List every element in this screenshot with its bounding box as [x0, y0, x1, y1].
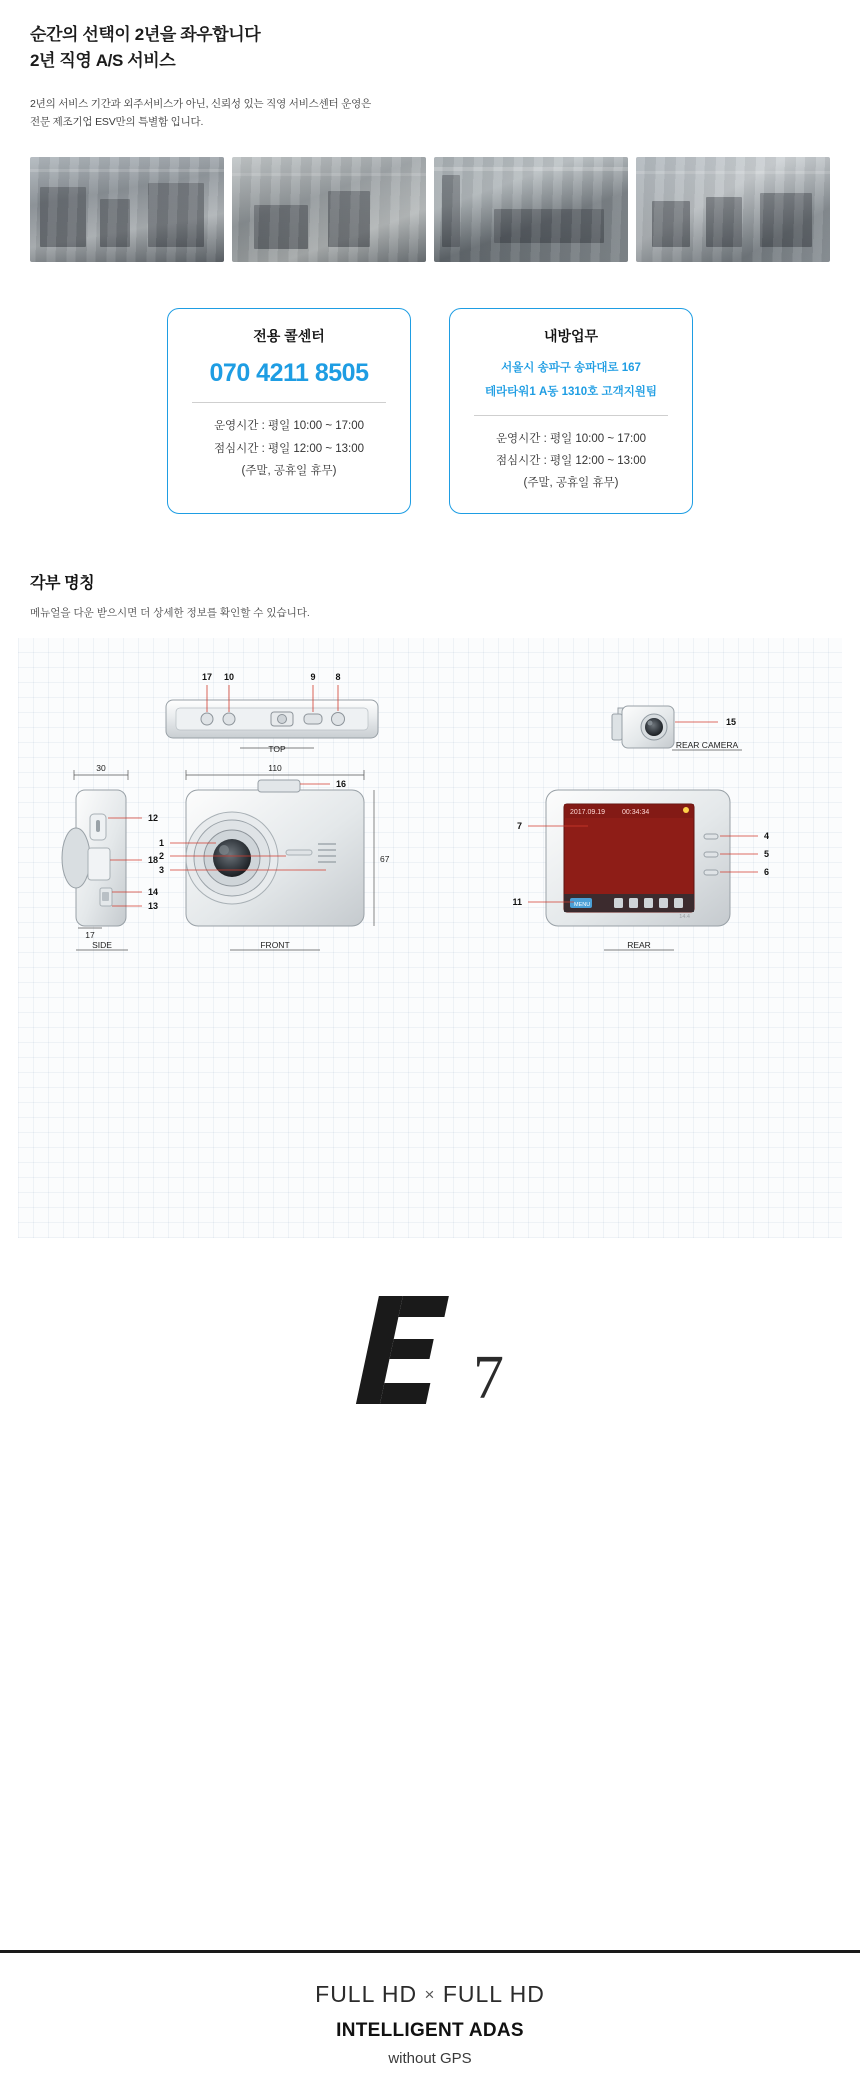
facility-photo-strip — [0, 131, 860, 262]
svg-text:2017.09.19: 2017.09.19 — [570, 808, 606, 816]
visit-address-line1: 서울시 송파구 송파대로 167 — [501, 362, 641, 375]
product-diagram — [18, 638, 842, 1238]
call-center-title: 전용 콜센터 — [253, 328, 325, 345]
svg-text:12: 12 — [148, 812, 159, 823]
product-logo — [0, 1264, 860, 1439]
svg-text:4: 4 — [764, 830, 770, 841]
facility-photo-2 — [232, 157, 426, 262]
footer-line1 — [0, 1981, 860, 2008]
svg-text:17: 17 — [201, 671, 213, 682]
svg-text:6: 6 — [764, 866, 770, 877]
svg-text:10: 10 — [223, 671, 235, 682]
intro-desc-line1: 2년의 서비스 기간과 외주서비스가 아닌, 신뢰성 있는 직영 서비스센터 운영은 — [30, 97, 372, 110]
logo-7: 7 — [473, 1343, 504, 1412]
intro-section — [0, 0, 860, 131]
footer-line2: INTELLIGENT ADAS — [336, 2020, 524, 2041]
call-center-phone[interactable]: 070 4211 8505 — [209, 359, 369, 388]
svg-text:67: 67 — [380, 853, 390, 864]
diagram-svg — [18, 638, 842, 1238]
svg-text:18: 18 — [148, 854, 159, 865]
svg-text:15: 15 — [726, 716, 737, 727]
page-title-line1: 순간의 선택이 2년을 좌우합니다 — [30, 25, 261, 44]
parts-section-header — [0, 514, 860, 620]
svg-text:9: 9 — [310, 671, 316, 682]
svg-text:30: 30 — [96, 762, 106, 773]
diagram-rear-view — [512, 790, 769, 950]
svg-text:14: 14 — [148, 886, 159, 897]
footer-multiply-icon: × — [424, 1985, 436, 2004]
visit-address-line2: 테라타워1 A동 1310호 고객지원팀 — [484, 385, 658, 398]
svg-text:1: 1 — [158, 837, 164, 848]
svg-text:2: 2 — [158, 850, 164, 861]
svg-text:13: 13 — [148, 900, 159, 911]
visit-title: 내방업무 — [543, 328, 599, 345]
divider — [474, 415, 668, 416]
svg-text:REAR: REAR — [627, 939, 651, 950]
visit-service-card — [449, 308, 693, 513]
svg-text:REAR CAMERA: REAR CAMERA — [675, 739, 739, 750]
visit-hours: 운영시간 : 평일 10:00 ~ 17:00 — [495, 432, 647, 445]
page-title-line2: 2년 직영 A/S 서비스 — [30, 51, 176, 71]
contact-boxes — [0, 262, 860, 513]
call-center-hours: 운영시간 : 평일 10:00 ~ 17:00 — [213, 420, 365, 433]
visit-lunch: 점심시간 : 평일 12:00 ~ 13:00 — [495, 454, 647, 467]
svg-text:17: 17 — [85, 929, 95, 940]
facility-photo-3 — [434, 157, 628, 262]
svg-text:14.4: 14.4 — [679, 913, 690, 920]
visit-holiday: (주말, 공휴일 휴무) — [523, 477, 619, 490]
svg-text:SIDE: SIDE — [92, 939, 112, 950]
diagram-side-view — [62, 763, 158, 950]
footer-fullhd-a: FULL HD — [315, 1981, 418, 2007]
divider — [192, 402, 386, 403]
svg-text:00:34:34: 00:34:34 — [622, 808, 650, 816]
diagram-rear-camera-view — [612, 706, 742, 750]
svg-text:5: 5 — [764, 848, 770, 859]
facility-photo-1 — [30, 157, 224, 262]
svg-text:110: 110 — [268, 762, 282, 773]
svg-text:11: 11 — [512, 896, 522, 907]
diagram-top-view — [166, 672, 378, 754]
svg-text:8: 8 — [335, 671, 341, 682]
intro-desc-line2: 전문 제조기업 ESV만의 특별함 입니다. — [30, 116, 204, 129]
svg-text:16: 16 — [336, 778, 347, 789]
facility-photo-4 — [636, 157, 830, 262]
footer-fullhd-b: FULL HD — [442, 1981, 545, 2007]
footer-banner — [0, 1950, 860, 2100]
parts-title: 각부 명칭 — [30, 574, 95, 592]
svg-text:MENU: MENU — [574, 901, 591, 908]
call-center-card — [167, 308, 411, 513]
footer-line3: without GPS — [388, 2050, 472, 2067]
svg-text:7: 7 — [516, 820, 522, 831]
svg-text:TOP: TOP — [268, 743, 286, 754]
svg-text:FRONT: FRONT — [260, 939, 290, 950]
logo-svg — [345, 1286, 535, 1416]
svg-text:3: 3 — [158, 864, 164, 875]
call-center-lunch: 점심시간 : 평일 12:00 ~ 13:00 — [213, 442, 365, 455]
parts-subtitle: 메뉴얼을 다운 받으시면 더 상세한 정보를 확인할 수 있습니다. — [30, 606, 310, 619]
call-center-holiday: (주말, 공휴일 휴무) — [241, 465, 337, 478]
diagram-front-view — [159, 763, 390, 950]
